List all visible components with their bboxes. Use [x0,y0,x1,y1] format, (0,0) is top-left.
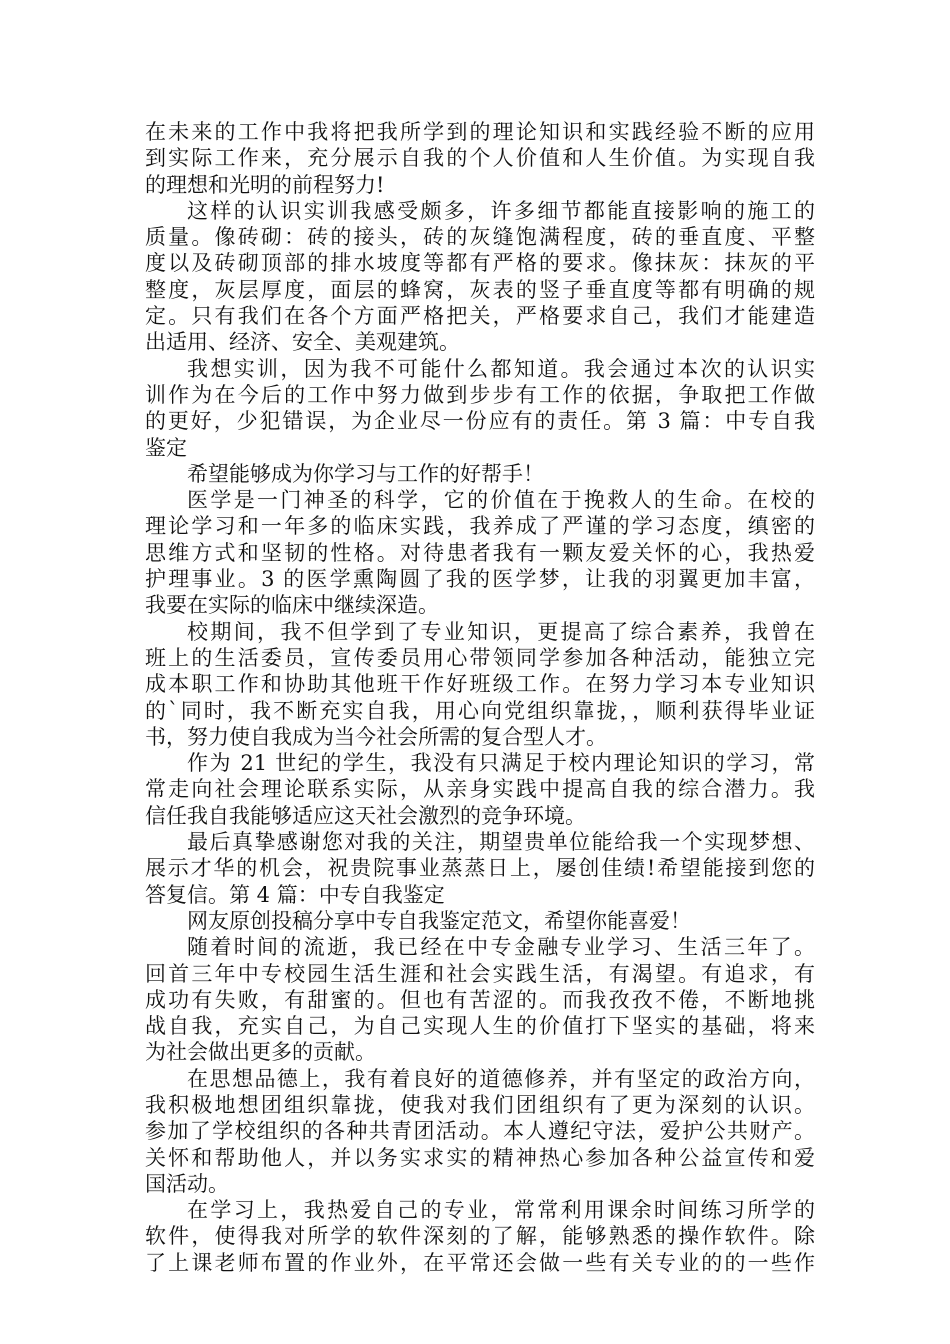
text-line: 度以及砖砌顶部的排水坡度等都有严格的要求。像抹灰：抹灰的平 [145,251,815,276]
text-line: 网友原创投稿分享中专自我鉴定范文，希望你能喜爱！ [187,908,691,933]
text-line: 成本职工作和协助其他班干作好班级工作。在努力学习本专业知识 [145,672,815,697]
text-line: 展示才华的机会，祝贵院事业蒸蒸日上，屡创佳绩!希望能接到您的 [145,856,815,881]
text-line: 在学习上，我热爱自己的专业，常常利用课余时间练习所学的 [187,1198,815,1223]
text-line: 的`同时，我不断充实自我，用心向党组织靠拢，，顺利获得毕业证 [145,698,815,723]
text-line: 的更好，少犯错误，为企业尽一份应有的责任。第 3 篇：中专自我 [145,409,815,434]
text-line: 出适用、经济、安全、美观建筑。 [145,330,460,355]
text-line: 回首三年中专校园生活生涯和社会实践生活，有渴望。有追求，有 [145,961,815,986]
text-line: 最后真挚感谢您对我的关注，期望贵单位能给我一个实现梦想、 [187,830,815,855]
text-line: 护理事业。3 的医学熏陶圆了我的医学梦，让我的羽翼更加丰富， [145,567,815,592]
text-line: 到实际工作来，充分展示自我的个人价值和人生价值。为实现自我 [145,146,815,171]
text-line: 质量。像砖砌：砖的接头，砖的灰缝饱满程度，砖的垂直度、平整 [145,225,815,250]
text-line: 理论学习和一年多的临床实践，我养成了严谨的学习态度，缜密的 [145,514,815,539]
text-line: 的理想和光明的前程努力! [145,172,385,197]
text-line: 定。只有我们在各个方面严格把关，严格要求自己，我们才能建造 [145,304,815,329]
text-line: 这样的认识实训我感受颇多，许多细节都能直接影响的施工的 [187,198,815,223]
text-line: 在未来的工作中我将把我所学到的理论知识和实践经验不断的应用 [145,120,815,144]
text-line: 希望能够成为你学习与工作的好帮手！ [187,461,544,486]
text-line: 鉴定 [145,435,187,460]
text-line: 训作为在今后的工作中努力做到步步有工作的依据，争取把工作做 [145,382,815,407]
text-line: 我想实训，因为我不可能什么都知道。我会通过本次的认识实 [187,356,815,381]
text-line: 了上课老师布置的作业外，在平常还会做一些有关专业的的一些作 [145,1250,815,1275]
text-line: 思维方式和坚韧的性格。对待患者我有一颗友爱关怀的心，我热爱 [145,540,815,565]
text-line: 随着时间的流逝，我已经在中专金融专业学习、生活三年了。 [187,935,815,960]
text-line: 关怀和帮助他人，并以务实求实的精神热心参加各种公益宣传和爱 [145,1145,815,1170]
text-line: 作为 21 世纪的学生，我没有只满足于校内理论知识的学习，常 [187,751,815,776]
text-line: 整度，灰层厚度，面层的蜂窝，灰表的竖子垂直度等都有明确的规 [145,277,815,302]
text-line: 校期间，我不但学到了专业知识，更提高了综合素养，我曾在 [187,619,815,644]
text-line: 国活动。 [145,1171,229,1196]
text-line: 我积极地想团组织靠拢，使我对我们团组织有了更为深刻的认识。 [145,1092,815,1117]
text-line: 战自我，充实自己，为自己实现人生的价值打下坚实的基础，将来 [145,1014,815,1039]
text-line: 软件，使得我对所学的软件深刻的了解，能够熟悉的操作软件。除 [145,1224,815,1249]
text-line: 为社会做出更多的贡献。 [145,1040,376,1065]
text-line: 成功有失败，有甜蜜的。但也有苦涩的。而我孜孜不倦，不断地挑 [145,987,815,1012]
text-line: 参加了学校组织的各种共青团活动。本人遵纪守法，爱护公共财产。 [145,1119,815,1144]
body-text [145,119,815,1276]
text-line: 班上的生活委员，宣传委员用心带领同学参加各种活动，能独立完 [145,645,815,670]
text-line: 信任我自我能够适应这天社会激烈的竞争环境。 [145,803,586,828]
text-line: 书，努力使自我成为当今社会所需的复合型人才。 [145,724,607,749]
text-line: 常走向社会理论联系实际，从亲身实践中提高自我的综合潜力。我 [145,777,815,802]
text-line: 我要在实际的临床中继续深造。 [145,593,439,618]
text-line: 答复信。第 4 篇：中专自我鉴定 [145,882,445,907]
text-line: 在思想品德上，我有着良好的道德修养，并有坚定的政治方向， [187,1066,815,1091]
text-line: 医学是一门神圣的科学，它的价值在于挽救人的生命。在校的 [187,488,815,513]
